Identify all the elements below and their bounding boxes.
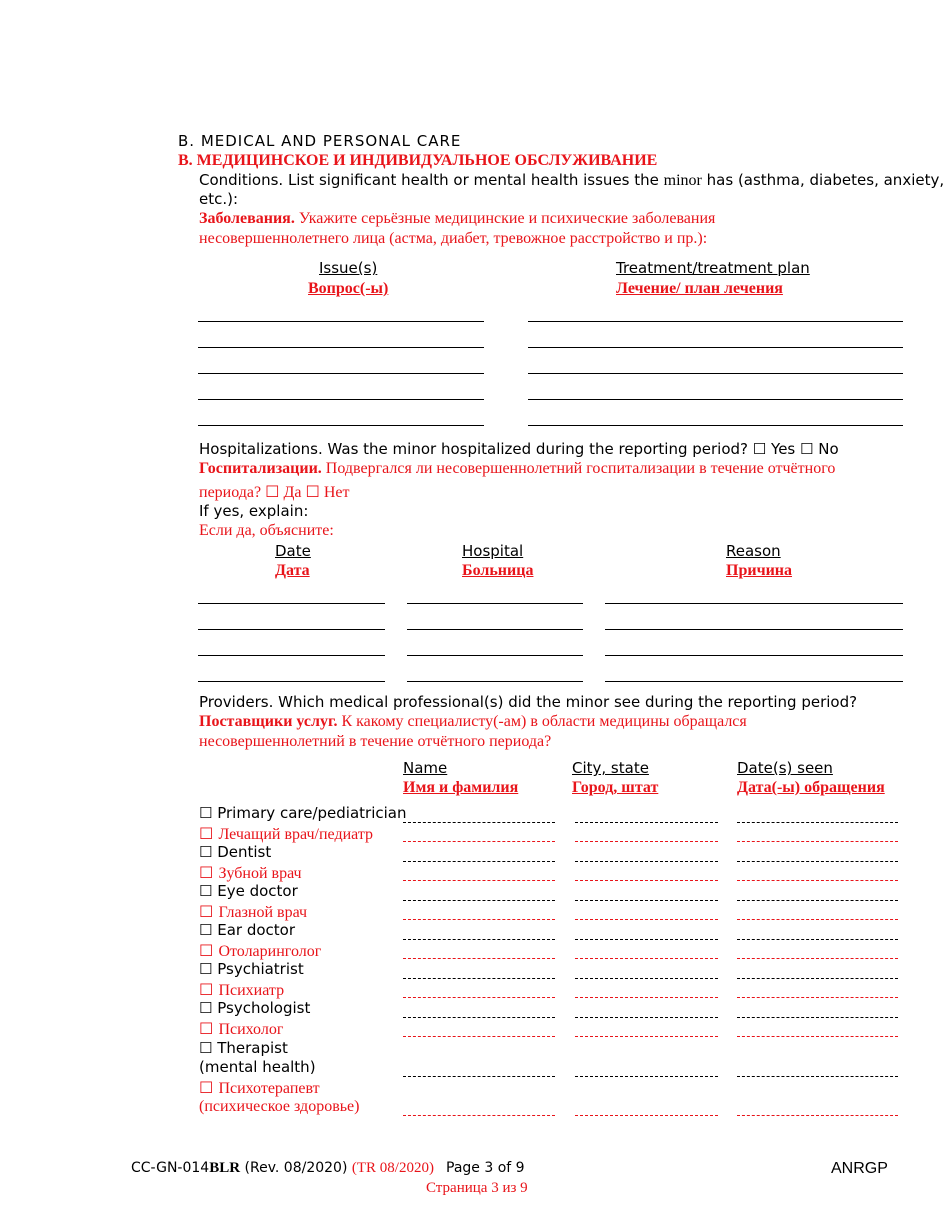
issue-line[interactable] bbox=[198, 347, 484, 348]
name-blank[interactable] bbox=[403, 861, 555, 862]
providers-text-ru-line1: Поставщики услуг. К какому специалисту(-ам) в области медицины обращался bbox=[199, 713, 747, 730]
col-dates-en: Date(s) seen bbox=[737, 759, 833, 777]
col-dates-ru: Дата(-ы) обращения bbox=[737, 779, 885, 796]
city-blank[interactable] bbox=[575, 1036, 718, 1037]
city-blank[interactable] bbox=[575, 958, 718, 959]
name-blank[interactable] bbox=[403, 939, 555, 940]
col-reason-en: Reason bbox=[726, 542, 781, 560]
hospital-line[interactable] bbox=[407, 655, 583, 656]
section-title-ru: B. МЕДИЦИНСКОЕ И ИНДИВИДУАЛЬНОЕ ОБСЛУЖИВАНИЕ bbox=[178, 152, 658, 169]
dates-blank[interactable] bbox=[737, 1115, 898, 1116]
city-blank[interactable] bbox=[575, 861, 718, 862]
name-blank[interactable] bbox=[403, 1017, 555, 1018]
reason-line[interactable] bbox=[605, 655, 903, 656]
name-blank[interactable] bbox=[403, 919, 555, 920]
col-city-ru: Город, штат bbox=[572, 779, 659, 796]
reason-line[interactable] bbox=[605, 681, 903, 682]
col-hospital-ru: Больница bbox=[462, 562, 534, 579]
provider-therapist-ru[interactable]: ☐ Психотерапевт bbox=[199, 1078, 320, 1097]
checkbox-icon[interactable]: ☐ bbox=[199, 843, 218, 861]
city-blank[interactable] bbox=[575, 997, 718, 998]
yes-checkbox[interactable]: ☐ bbox=[752, 440, 767, 458]
provider-ru[interactable]: ☐ Лечащий врач/педиатр bbox=[199, 824, 374, 843]
checkbox-icon[interactable]: ☐ bbox=[199, 999, 218, 1017]
city-blank[interactable] bbox=[575, 939, 718, 940]
date-line[interactable] bbox=[198, 655, 385, 656]
dates-blank[interactable] bbox=[737, 1076, 898, 1077]
footer-anrgp: ANRGP bbox=[831, 1160, 888, 1177]
col-reason-ru: Причина bbox=[726, 562, 793, 579]
dates-blank[interactable] bbox=[737, 958, 898, 959]
provider-therapist-ru-2: (психическое здоровье) bbox=[199, 1098, 360, 1115]
name-blank[interactable] bbox=[403, 978, 555, 979]
col-treatment-en: Treatment/treatment plan bbox=[616, 259, 810, 277]
provider-ru[interactable]: ☐ Психиатр bbox=[199, 980, 285, 999]
dates-blank[interactable] bbox=[737, 861, 898, 862]
footer-page-en: Page 3 of 9 bbox=[446, 1160, 525, 1176]
name-blank[interactable] bbox=[403, 1076, 555, 1077]
col-name-ru: Имя и фамилия bbox=[403, 779, 519, 796]
hospital-line[interactable] bbox=[407, 681, 583, 682]
reason-line[interactable] bbox=[605, 603, 903, 604]
checkbox-icon[interactable]: ☐ bbox=[199, 1039, 218, 1057]
provider-ru[interactable]: ☐ Глазной врач bbox=[199, 902, 308, 921]
provider-therapist-en[interactable]: ☐ Therapist bbox=[199, 1039, 288, 1057]
dates-blank[interactable] bbox=[737, 822, 898, 823]
conditions-text-ru-line1: Заболевания. Укажите серьёзные медицинские и психические заболевания bbox=[199, 210, 716, 227]
city-blank[interactable] bbox=[575, 1017, 718, 1018]
providers-text-en: Providers. Which medical professional(s) did the minor see during the reporting period? bbox=[199, 693, 858, 711]
dates-blank[interactable] bbox=[737, 919, 898, 920]
city-blank[interactable] bbox=[575, 900, 718, 901]
name-blank[interactable] bbox=[403, 1115, 555, 1116]
city-blank[interactable] bbox=[575, 1115, 718, 1116]
provider-en[interactable]: ☐ Dentist bbox=[199, 843, 272, 861]
col-hospital-en: Hospital bbox=[462, 542, 524, 560]
city-blank[interactable] bbox=[575, 1076, 718, 1077]
issue-line[interactable] bbox=[198, 321, 484, 322]
footer-form-code: CC-GN-014BLR (Rev. 08/2020) (TR 08/2020) bbox=[131, 1160, 434, 1176]
provider-en[interactable]: ☐ Ear doctor bbox=[199, 921, 295, 939]
col-treatment-ru: Лечение/ план лечения bbox=[616, 280, 783, 297]
issue-line[interactable] bbox=[198, 373, 484, 374]
reason-line[interactable] bbox=[605, 629, 903, 630]
checkbox-icon[interactable]: ☐ bbox=[199, 960, 218, 978]
col-date-ru: Дата bbox=[275, 562, 310, 579]
provider-en[interactable]: ☐ Primary care/pediatrician bbox=[199, 804, 407, 822]
city-blank[interactable] bbox=[575, 978, 718, 979]
dates-blank[interactable] bbox=[737, 900, 898, 901]
footer-page-ru: Страница 3 из 9 bbox=[426, 1180, 528, 1196]
section-title-en: B. MEDICAL AND PERSONAL CARE bbox=[178, 132, 462, 150]
date-line[interactable] bbox=[198, 603, 385, 604]
name-blank[interactable] bbox=[403, 880, 555, 881]
city-blank[interactable] bbox=[575, 822, 718, 823]
checkbox-icon[interactable]: ☐ bbox=[199, 941, 219, 960]
no-checkbox-ru[interactable]: ☐ bbox=[305, 482, 320, 501]
name-blank[interactable] bbox=[403, 997, 555, 998]
yes-checkbox-ru[interactable]: ☐ bbox=[265, 482, 280, 501]
checkbox-icon[interactable]: ☐ bbox=[199, 824, 219, 843]
hospitalizations-text-en: Hospitalizations. Was the minor hospitalized during the reporting period? ☐ Yes ☐ No bbox=[199, 440, 839, 458]
provider-therapist-en-2: (mental health) bbox=[199, 1058, 316, 1076]
checkbox-icon[interactable]: ☐ bbox=[199, 882, 218, 900]
col-city-en: City, state bbox=[572, 759, 649, 777]
name-blank[interactable] bbox=[403, 900, 555, 901]
city-blank[interactable] bbox=[575, 919, 718, 920]
name-blank[interactable] bbox=[403, 841, 555, 842]
explain-ru: Если да, объясните: bbox=[199, 522, 334, 539]
treatment-line[interactable] bbox=[528, 347, 903, 348]
conditions-text-en-line2: etc.): bbox=[199, 190, 239, 208]
issue-line[interactable] bbox=[198, 399, 484, 400]
treatment-line[interactable] bbox=[528, 321, 903, 322]
col-name-en: Name bbox=[403, 759, 448, 777]
hospital-line[interactable] bbox=[407, 603, 583, 604]
dates-blank[interactable] bbox=[737, 1017, 898, 1018]
checkbox-icon[interactable]: ☐ bbox=[199, 804, 218, 822]
dates-blank[interactable] bbox=[737, 1036, 898, 1037]
city-blank[interactable] bbox=[575, 880, 718, 881]
checkbox-icon[interactable]: ☐ bbox=[199, 921, 218, 939]
conditions-text-en-line1: Conditions. List significant health or mental health issues the minor has (asthma, diabetes, anxiety, bbox=[199, 171, 945, 189]
date-line[interactable] bbox=[198, 681, 385, 682]
dates-blank[interactable] bbox=[737, 939, 898, 940]
provider-en[interactable]: ☐ Psychologist bbox=[199, 999, 311, 1017]
provider-ru[interactable]: ☐ Зубной врач bbox=[199, 863, 302, 882]
city-blank[interactable] bbox=[575, 841, 718, 842]
treatment-line[interactable] bbox=[528, 399, 903, 400]
checkbox-icon[interactable]: ☐ bbox=[199, 1019, 219, 1038]
checkbox-icon[interactable]: ☐ bbox=[199, 902, 219, 921]
dates-blank[interactable] bbox=[737, 841, 898, 842]
provider-en[interactable]: ☐ Eye doctor bbox=[199, 882, 298, 900]
treatment-line[interactable] bbox=[528, 425, 903, 426]
providers-text-ru-line2: несовершеннолетний в течение отчётного периода? bbox=[199, 733, 552, 750]
checkbox-icon[interactable]: ☐ bbox=[199, 980, 219, 999]
issue-line[interactable] bbox=[198, 425, 484, 426]
provider-ru[interactable]: ☐ Отоларинголог bbox=[199, 941, 322, 960]
name-blank[interactable] bbox=[403, 822, 555, 823]
checkbox-icon[interactable]: ☐ bbox=[199, 1078, 219, 1097]
name-blank[interactable] bbox=[403, 1036, 555, 1037]
checkbox-icon[interactable]: ☐ bbox=[199, 863, 219, 882]
dates-blank[interactable] bbox=[737, 978, 898, 979]
date-line[interactable] bbox=[198, 629, 385, 630]
col-issue-ru: Вопрос(-ы) bbox=[308, 280, 389, 297]
provider-en[interactable]: ☐ Psychiatrist bbox=[199, 960, 304, 978]
hospitalizations-text-ru-line2: периода? ☐ Да ☐ Нет bbox=[199, 482, 350, 501]
col-issue-en: Issue(s) bbox=[319, 259, 378, 277]
hospitalizations-text-ru-line1: Госпитализации. Подвергался ли несовершеннолетний госпитализации в течение отчётного bbox=[199, 460, 836, 477]
name-blank[interactable] bbox=[403, 958, 555, 959]
conditions-text-ru-line2: несовершеннолетнего лица (астма, диабет, тревожное расстройство и пр.): bbox=[199, 230, 708, 247]
treatment-line[interactable] bbox=[528, 373, 903, 374]
provider-ru[interactable]: ☐ Психолог bbox=[199, 1019, 284, 1038]
hospital-line[interactable] bbox=[407, 629, 583, 630]
no-checkbox[interactable]: ☐ bbox=[800, 440, 814, 458]
dates-blank[interactable] bbox=[737, 997, 898, 998]
dates-blank[interactable] bbox=[737, 880, 898, 881]
col-date-en: Date bbox=[275, 542, 311, 560]
explain-en: If yes, explain: bbox=[199, 502, 309, 520]
